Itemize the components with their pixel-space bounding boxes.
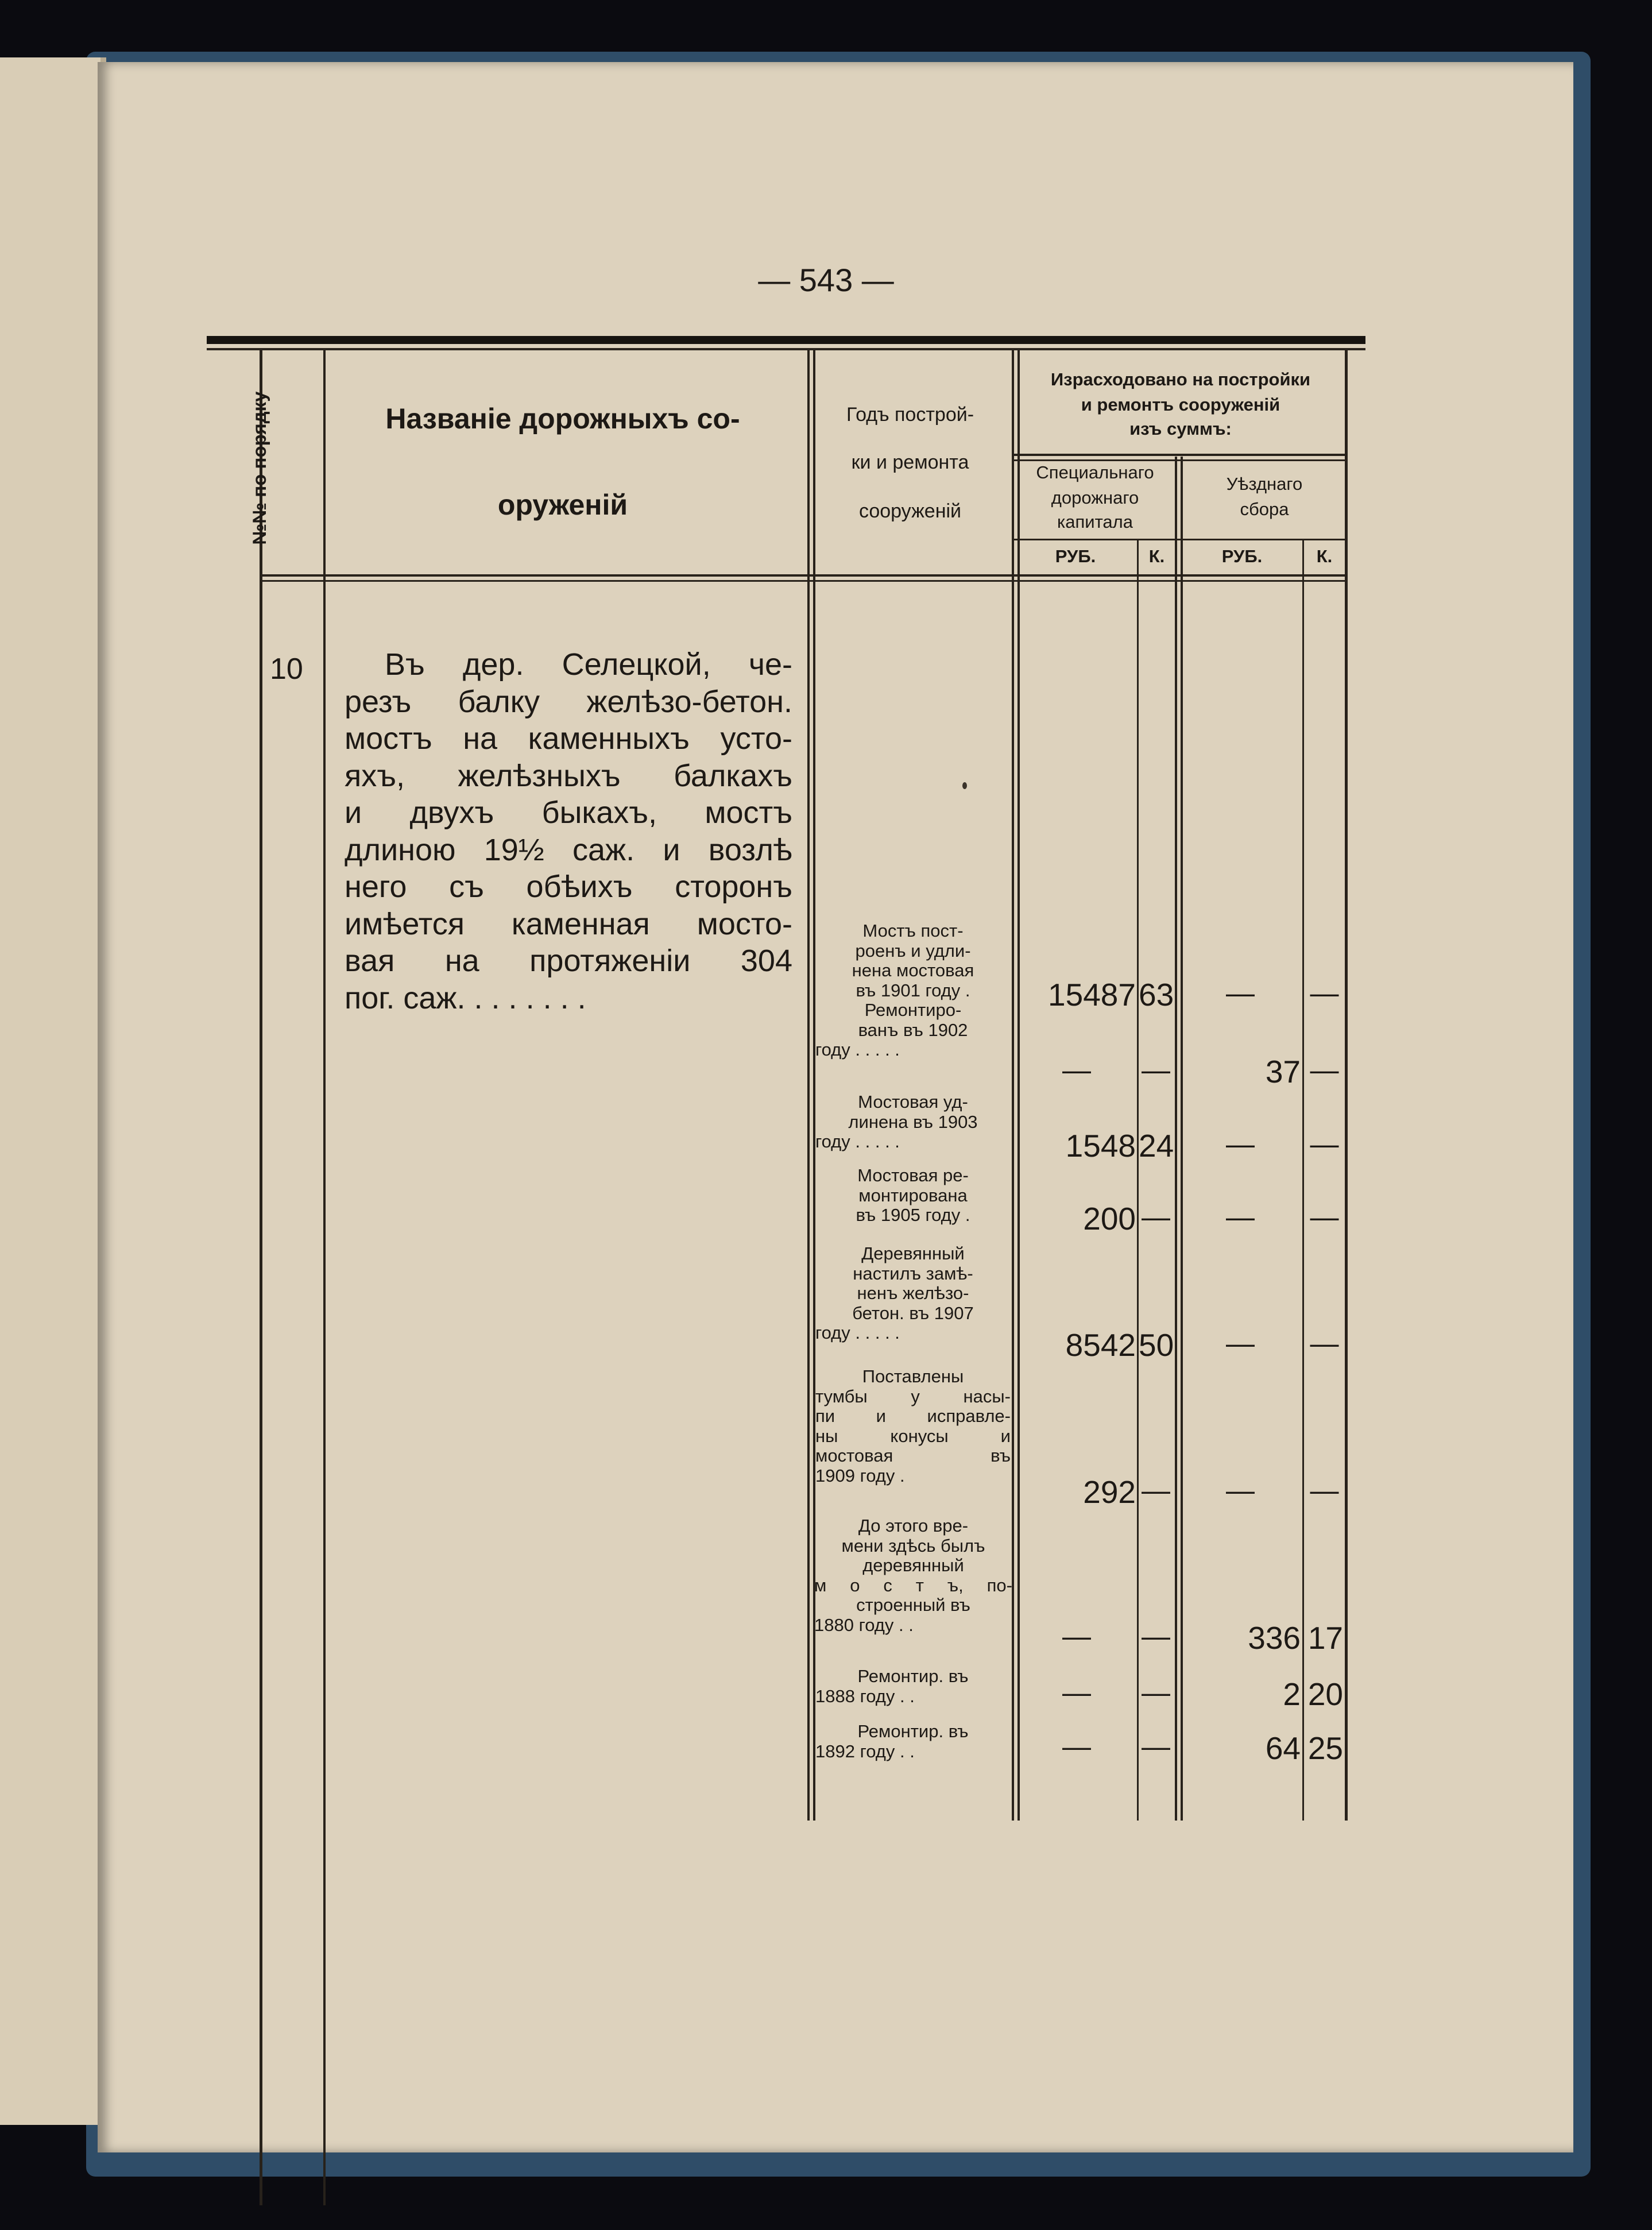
amount-special-kop: — xyxy=(1142,1676,1170,1709)
amount-county-rub: — xyxy=(1226,1201,1255,1233)
entry-note-1909 xyxy=(815,1367,1011,1486)
description-line: мостъ на каменныхъ усто- xyxy=(345,721,792,756)
amount-special-rub: 292 xyxy=(1083,1474,1136,1510)
note-line: бетон. въ 1907 xyxy=(852,1303,974,1323)
amount-county-kop: — xyxy=(1310,1327,1339,1359)
note-line: Ремонтир. въ xyxy=(857,1721,969,1741)
amount-county-kop: 25 xyxy=(1307,1730,1343,1766)
header-county-line2: сбора xyxy=(1240,499,1289,519)
amount-special-kop: 24 xyxy=(1139,1128,1174,1164)
header-name-line1: Названіе дорожныхъ со- xyxy=(385,403,740,435)
entry-note-1907 xyxy=(815,1244,1011,1343)
header-special-line2: дорожнаго xyxy=(1051,488,1139,508)
amount-special-rub: 8542 xyxy=(1065,1327,1136,1363)
amount-county-rub: 2 xyxy=(1283,1676,1301,1712)
note-line: мени здѣсь былъ xyxy=(841,1535,985,1556)
amount-special-rub: 200 xyxy=(1083,1201,1136,1236)
amount-special-kop: — xyxy=(1142,1620,1170,1652)
note-line: Поставлены xyxy=(862,1366,964,1386)
spent-header-rule xyxy=(1014,454,1347,456)
header-bottom-rule-2 xyxy=(262,580,1348,582)
note-line: Ремонтиро- xyxy=(864,1000,962,1020)
ink-speck xyxy=(962,782,967,789)
amount-special-kop: — xyxy=(1142,1201,1170,1233)
description-line: пог. саж. . . . . . . . xyxy=(345,980,586,1015)
top-rule xyxy=(207,336,1365,344)
row-description xyxy=(345,646,792,1017)
amount-county-kop: — xyxy=(1310,977,1339,1009)
col-divider-name-a xyxy=(807,350,810,1821)
description-line: резъ балку желѣзо-бетон. xyxy=(345,684,792,719)
col-divider-no xyxy=(323,350,326,2205)
amount-special-rub: 15487 xyxy=(1048,977,1136,1012)
amount-special-rub: — xyxy=(1062,1676,1091,1709)
table-border-left xyxy=(260,350,262,2205)
description-line: имѣется каменная мосто- xyxy=(345,906,792,941)
col-divider-year-b xyxy=(1017,350,1020,1821)
header-year-line2: ки и ремонта xyxy=(851,451,969,473)
amount-county-rub: 64 xyxy=(1265,1730,1301,1766)
note-line: строенный въ xyxy=(856,1595,970,1615)
header-bottom-rule xyxy=(262,574,1348,577)
col-divider-spec-county-b xyxy=(1181,457,1183,1821)
note-line: ненъ желѣзо- xyxy=(857,1283,969,1303)
note-line: Ремонтир. въ xyxy=(857,1666,969,1686)
header-county-rub: РУБ. xyxy=(1221,546,1263,566)
header-special-line3: капитала xyxy=(1057,512,1133,532)
amount-special-kop: 50 xyxy=(1139,1327,1174,1363)
note-line: Мостовая ре- xyxy=(857,1165,969,1185)
top-rule-thin xyxy=(207,348,1365,350)
header-name-line2: оруженій xyxy=(497,489,628,521)
amount-special-kop: 63 xyxy=(1139,977,1174,1012)
description-line: яхъ, желѣзныхъ балкахъ xyxy=(345,758,792,793)
note-line: До этого вре- xyxy=(858,1516,969,1536)
row-number: 10 xyxy=(270,652,303,686)
header-year-line1: Годъ построй- xyxy=(846,404,974,426)
note-line: нена мостовая xyxy=(852,960,974,980)
note-line: году . . . . . xyxy=(815,1323,900,1343)
note-line: мостовая въ xyxy=(815,1446,1011,1466)
note-line: 1888 году . . xyxy=(815,1686,915,1706)
amount-county-rub: — xyxy=(1226,1327,1255,1359)
note-line: ны конусы и xyxy=(815,1425,1011,1446)
amount-special-rub: 1548 xyxy=(1065,1128,1136,1164)
amount-county-rub: — xyxy=(1226,1474,1255,1506)
header-year-line3: сооруженій xyxy=(858,500,962,522)
note-line: настилъ замѣ- xyxy=(853,1263,973,1284)
amount-special-kop: — xyxy=(1142,1730,1170,1763)
col-divider-spec-county-a xyxy=(1175,457,1177,1821)
header-spent-line3: изъ суммъ: xyxy=(1129,419,1232,439)
entry-note-1902 xyxy=(815,1000,1011,1060)
amount-county-kop: — xyxy=(1310,1054,1339,1086)
header-county-kop: К. xyxy=(1316,546,1333,566)
amount-special-kop: — xyxy=(1142,1054,1170,1086)
note-line: монтирована xyxy=(858,1185,968,1205)
left-page-edge xyxy=(0,57,106,2125)
amount-county-kop: 17 xyxy=(1307,1620,1343,1656)
description-line: него съ обѣихъ сторонъ xyxy=(345,869,792,904)
note-line: году . . . . . xyxy=(815,1131,900,1151)
entry-note-1903 xyxy=(815,1092,1011,1152)
entry-note-1892 xyxy=(815,1722,1011,1761)
amount-county-kop: — xyxy=(1310,1201,1339,1233)
note-line: Мостовая уд- xyxy=(858,1092,968,1112)
amount-special-rub: — xyxy=(1062,1730,1091,1763)
note-line: 1880 году . . xyxy=(814,1614,914,1635)
header-special-kop: К. xyxy=(1148,546,1165,566)
amount-county-rub: 336 xyxy=(1248,1620,1301,1656)
table-border-right xyxy=(1345,350,1348,1821)
note-line: 1892 году . . xyxy=(815,1741,915,1761)
note-line: роенъ и удли- xyxy=(855,940,971,961)
units-rule xyxy=(1014,539,1347,540)
description-line: вая на протяженіи 304 xyxy=(345,944,792,978)
amount-county-kop: — xyxy=(1310,1128,1339,1160)
amount-special-kop: — xyxy=(1142,1474,1170,1506)
amount-county-rub: — xyxy=(1226,1128,1255,1160)
amount-county-rub: — xyxy=(1226,977,1255,1009)
amount-special-rub: — xyxy=(1062,1620,1091,1652)
note-line: году . . . . . xyxy=(815,1039,900,1060)
note-line: 1909 году . xyxy=(815,1465,905,1486)
entry-note-1905 xyxy=(815,1166,1011,1226)
description-line: и двухъ быкахъ, мостъ xyxy=(345,795,792,830)
page-number: — 543 — xyxy=(758,262,894,298)
header-special-line1: Специальнаго xyxy=(1036,462,1154,482)
entry-note-1888 xyxy=(815,1667,1011,1706)
note-line: тумбы у насы- xyxy=(815,1386,1011,1406)
note-line: деревянный xyxy=(862,1555,964,1575)
note-line: ванъ въ 1902 xyxy=(858,1019,968,1040)
amount-special-rub: — xyxy=(1062,1054,1091,1086)
note-line: въ 1905 году . xyxy=(856,1205,970,1225)
header-spent-line2: и ремонтъ сооруженій xyxy=(1081,395,1280,415)
note-line: Мостъ пост- xyxy=(862,921,964,941)
note-line: пи и исправле- xyxy=(815,1406,1011,1426)
amount-county-rub: 37 xyxy=(1265,1054,1301,1089)
entry-note-1880 xyxy=(814,1516,1012,1635)
description-line: длиною 19½ саж. и возлѣ xyxy=(345,832,792,867)
header-special-rub: РУБ. xyxy=(1055,546,1096,566)
header-spent-line1: Израсходовано на постройки xyxy=(1050,369,1311,389)
description-line: Въ дер. Селецкой, че- xyxy=(385,647,792,682)
note-line: въ 1901 году . xyxy=(856,980,970,1000)
header-row-number: №№ по порядку xyxy=(249,391,270,545)
note-line: Деревянный xyxy=(861,1243,965,1263)
amount-county-kop: — xyxy=(1310,1474,1339,1506)
amount-county-kop: 20 xyxy=(1307,1676,1343,1712)
note-line: м о с т ъ, по- xyxy=(814,1575,1012,1595)
entry-note-1901 xyxy=(815,921,1011,1000)
header-county-line1: Уѣзднаго xyxy=(1226,474,1303,494)
note-line: линена въ 1903 xyxy=(848,1111,978,1132)
